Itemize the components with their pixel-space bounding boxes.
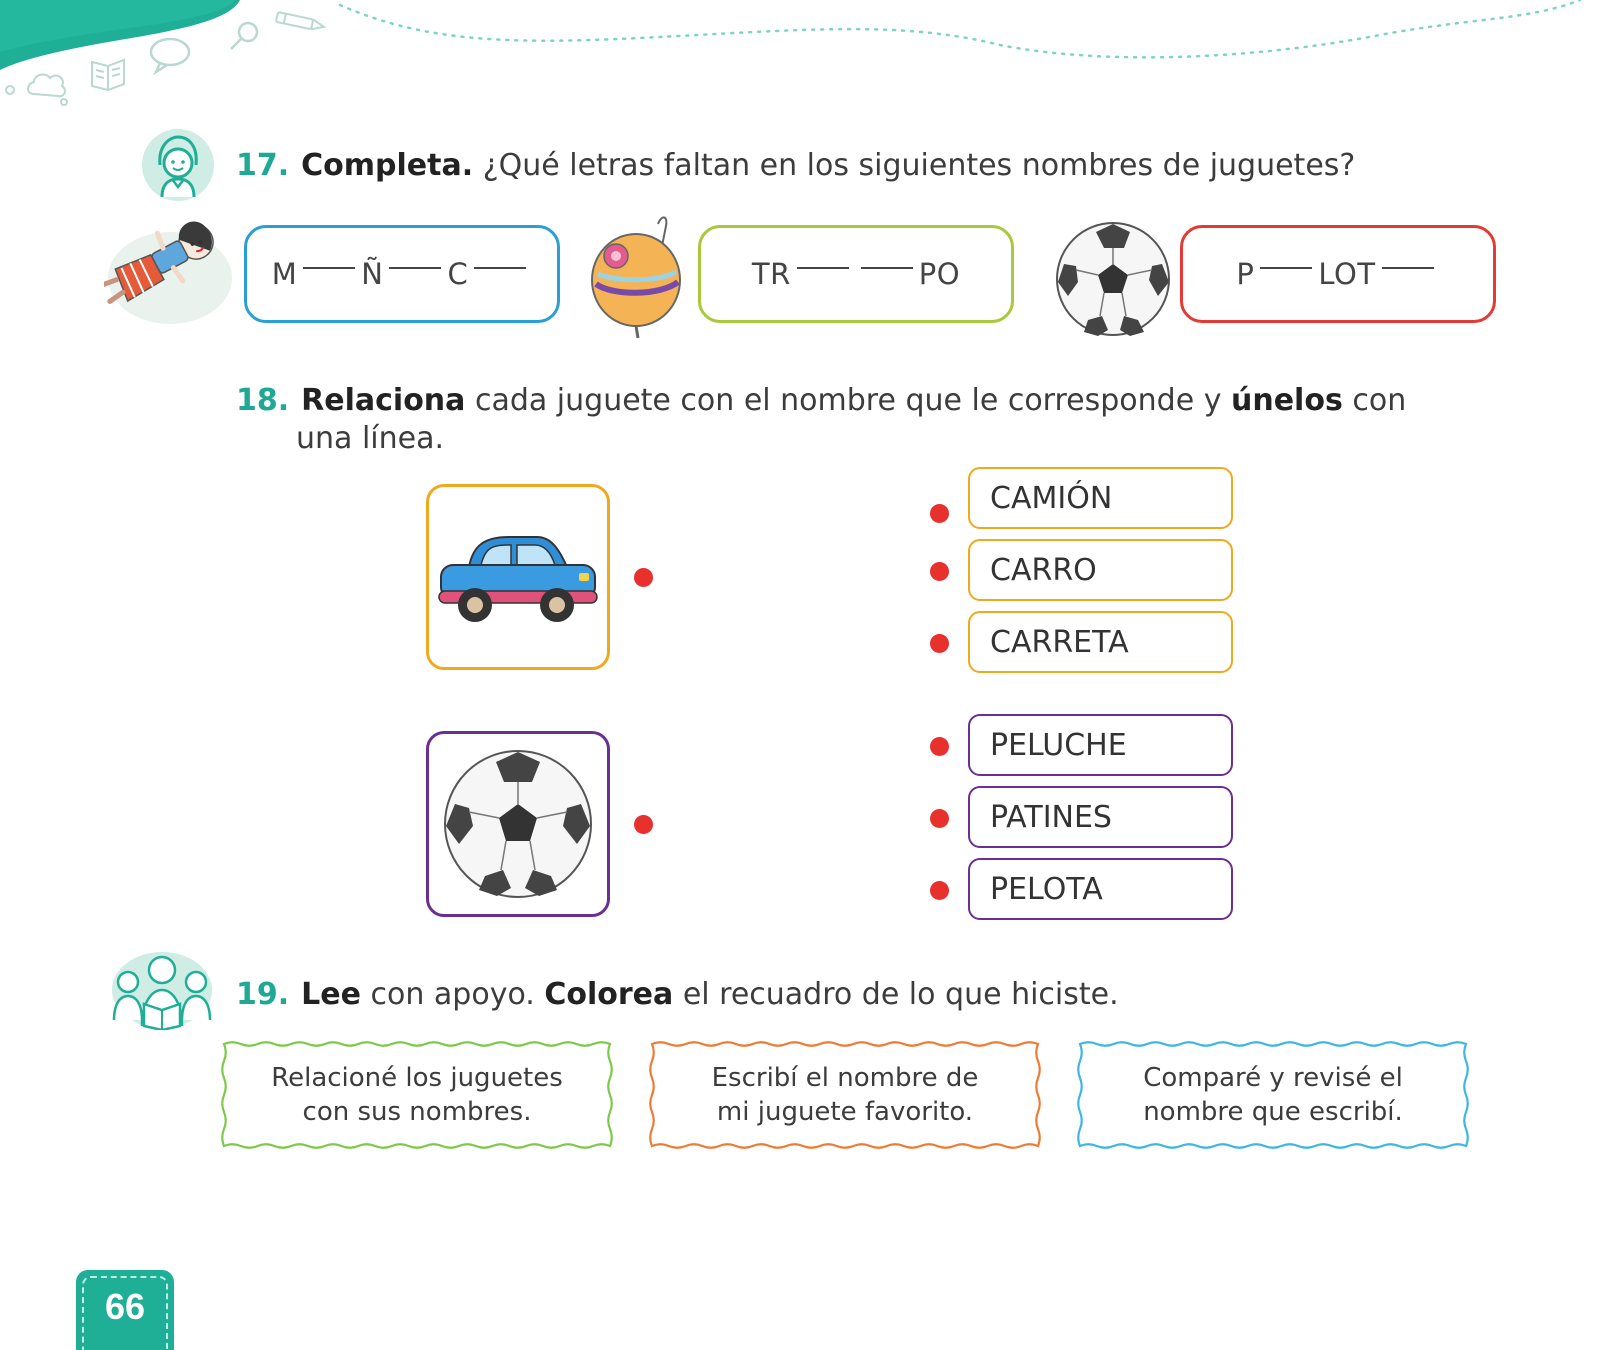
blank-line[interactable] xyxy=(389,267,441,269)
student-girl-icon xyxy=(140,127,216,203)
instruction-verb: Colorea xyxy=(544,977,674,1012)
header-decoration xyxy=(0,0,1600,110)
activity-number: 17. xyxy=(236,148,290,183)
connection-dot[interactable] xyxy=(930,634,949,653)
connection-dot[interactable] xyxy=(930,881,949,900)
activity-19-title xyxy=(236,976,1119,1014)
instruction-text: una línea. xyxy=(296,421,445,456)
name-box-patines: PATINES xyxy=(968,786,1233,848)
word-letter: M xyxy=(271,257,298,291)
book-icon xyxy=(92,60,124,90)
speech-bubble-icon xyxy=(151,39,189,72)
blank-line[interactable] xyxy=(1260,267,1312,269)
name-box-carro: CARRO xyxy=(968,539,1233,601)
magnifier-icon xyxy=(231,23,257,49)
word-letter: P xyxy=(1236,257,1255,291)
connection-dot[interactable] xyxy=(634,568,653,587)
activity-17-title xyxy=(236,147,1355,185)
activity-18-title-continued xyxy=(296,420,444,458)
activity-number: 19. xyxy=(236,977,290,1012)
blank-line[interactable] xyxy=(797,267,849,269)
instruction-text: cada juguete con el nombre que le corresponde y xyxy=(474,383,1222,418)
self-check-text xyxy=(646,1038,1044,1152)
instruction-text: con apoyo. xyxy=(370,977,535,1012)
soccer-ball-icon xyxy=(1054,220,1172,338)
instruction-text: con xyxy=(1352,383,1407,418)
soccer-ball-icon xyxy=(429,734,607,914)
self-check-text xyxy=(218,1038,616,1152)
name-box-pelota: PELOTA xyxy=(968,858,1233,920)
self-check-line: con sus nombres. xyxy=(302,1097,532,1127)
name-box-camion: CAMIÓN xyxy=(968,467,1233,529)
self-check-line: Relacioné los juguetes xyxy=(271,1063,563,1093)
blank-line[interactable] xyxy=(1382,267,1434,269)
reading-group-icon xyxy=(110,946,214,1030)
word-box-ball xyxy=(1180,225,1496,323)
page-number: 66 xyxy=(104,1286,146,1327)
connection-dot[interactable] xyxy=(930,562,949,581)
activity-18-title xyxy=(236,382,1406,420)
self-check-line: nombre que escribí. xyxy=(1143,1097,1403,1127)
name-box-peluche: PELUCHE xyxy=(968,714,1233,776)
instruction-verb: únelos xyxy=(1231,383,1343,418)
self-check-text xyxy=(1074,1038,1472,1152)
activity-number: 18. xyxy=(236,383,290,418)
word-letter: LOT xyxy=(1318,257,1376,291)
instruction-verb: Lee xyxy=(301,977,361,1012)
word-letter: PO xyxy=(918,257,961,291)
pencil-icon xyxy=(276,12,325,32)
page-number-tab xyxy=(76,1270,174,1350)
word-box-top xyxy=(698,225,1014,323)
toy-car-icon xyxy=(429,487,607,667)
ball-picture-box xyxy=(426,731,610,917)
word-box-doll xyxy=(244,225,560,323)
car-picture-box xyxy=(426,484,610,670)
instruction-text: ¿Qué letras faltan en los siguientes nombres de juguetes? xyxy=(482,148,1356,183)
connection-dot[interactable] xyxy=(930,737,949,756)
self-check-line: Comparé y revisé el xyxy=(1143,1063,1403,1093)
blank-line[interactable] xyxy=(303,267,355,269)
word-letter: C xyxy=(447,257,469,291)
self-check-box-2[interactable] xyxy=(646,1038,1044,1152)
self-check-line: mi juguete favorito. xyxy=(716,1097,974,1127)
self-check-box-3[interactable] xyxy=(1074,1038,1472,1152)
name-box-carreta: CARRETA xyxy=(968,611,1233,673)
doll-icon xyxy=(104,218,236,330)
cloud-icon xyxy=(6,75,67,105)
self-check-line: Escribí el nombre de xyxy=(711,1063,979,1093)
word-letter: Ñ xyxy=(361,257,384,291)
connection-dot[interactable] xyxy=(634,815,653,834)
connection-dot[interactable] xyxy=(930,809,949,828)
blank-line[interactable] xyxy=(474,267,526,269)
blank-line[interactable] xyxy=(861,267,913,269)
word-letter: TR xyxy=(751,257,791,291)
connection-dot[interactable] xyxy=(930,504,949,523)
self-check-box-1[interactable] xyxy=(218,1038,616,1152)
instruction-verb: Relaciona xyxy=(301,383,466,418)
instruction-text: el recuadro de lo que hiciste. xyxy=(682,977,1119,1012)
instruction-verb: Completa. xyxy=(301,148,474,183)
spinning-top-icon xyxy=(588,212,686,340)
